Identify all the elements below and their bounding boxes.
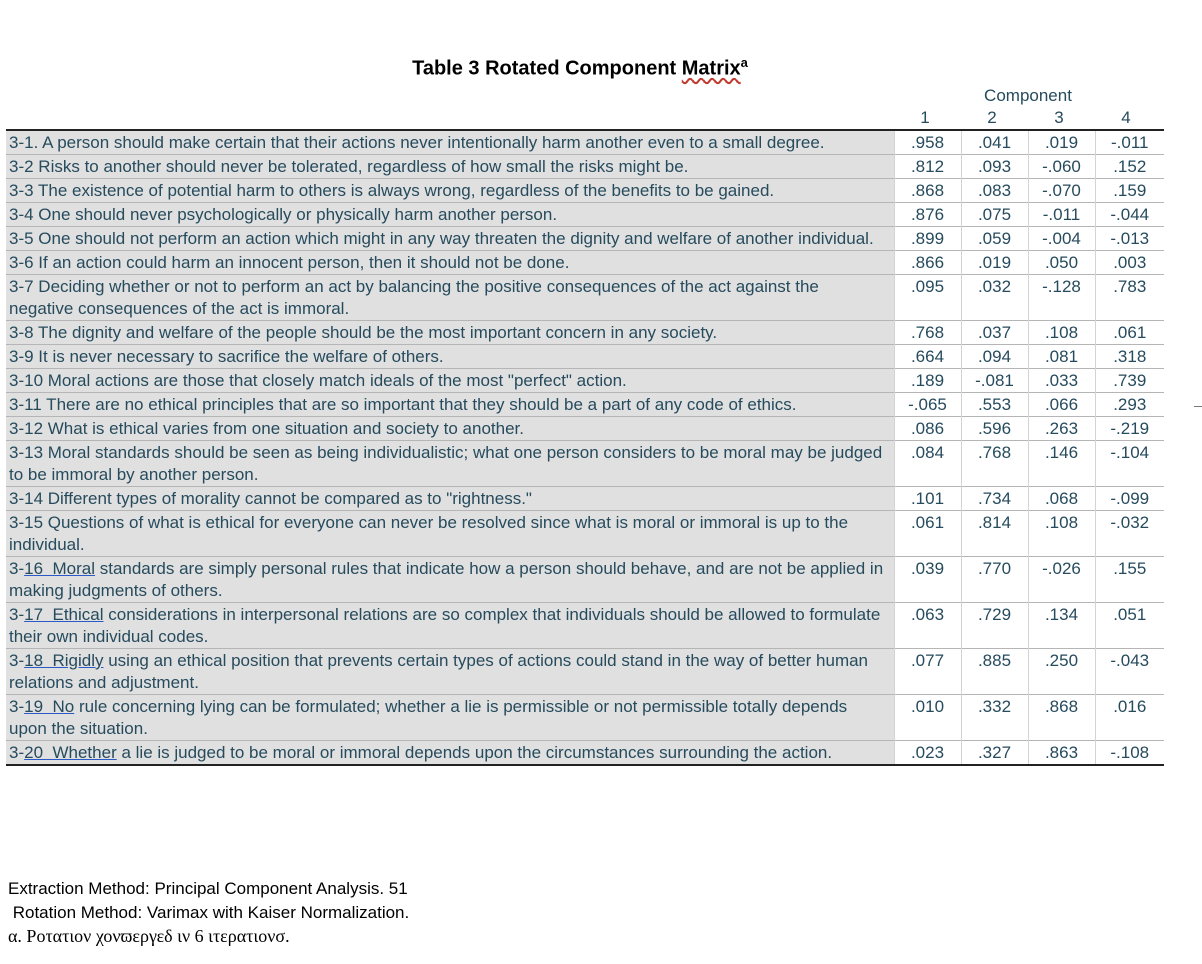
loading-component-2: -.081: [961, 369, 1028, 393]
loading-component-4: -.032: [1095, 511, 1164, 557]
item-text-prefix: 3-4 One should never psychologically or physically harm another person.: [9, 205, 558, 224]
item-text-underlined: 18 Rigidly: [24, 651, 104, 670]
item-text-prefix: 3-11 There are no ethical principles that are so important that they should be a part of any code of ethics.: [9, 395, 797, 414]
loading-component-3: .066: [1028, 393, 1095, 417]
item-statement: [6, 649, 894, 695]
loading-component-4: -.043: [1095, 649, 1164, 695]
table-title-superscript: a: [740, 55, 748, 70]
loading-component-3: -.070: [1028, 179, 1095, 203]
loading-component-2: .327: [961, 741, 1028, 766]
component-col-4-header: 4: [1121, 108, 1131, 127]
item-statement: [6, 321, 894, 345]
loading-component-2: .019: [961, 251, 1028, 275]
component-col-3-header: 3: [1054, 108, 1064, 127]
loading-component-2: .553: [961, 393, 1028, 417]
table-title: [0, 55, 1160, 81]
loading-component-1: .086: [894, 417, 961, 441]
loading-component-1: .189: [894, 369, 961, 393]
loading-component-4: .051: [1095, 603, 1164, 649]
loading-component-2: .083: [961, 179, 1028, 203]
loading-component-1: .876: [894, 203, 961, 227]
item-text-prefix: 3-: [9, 651, 25, 670]
table-row: [6, 393, 1164, 417]
item-statement: [6, 275, 894, 321]
loading-component-1: .077: [894, 649, 961, 695]
loading-component-1: .866: [894, 251, 961, 275]
table-row: [6, 369, 1164, 393]
component-col-2-header: 2: [987, 108, 997, 127]
loading-component-4: -.219: [1095, 417, 1164, 441]
loading-component-4: -.099: [1095, 487, 1164, 511]
loading-component-4: .155: [1095, 557, 1164, 603]
table-row: [6, 511, 1164, 557]
rotated-component-matrix: [6, 129, 1164, 766]
loading-component-3: .081: [1028, 345, 1095, 369]
footnote-rotation: Rotation Method: Varimax with Kaiser Normalization.: [8, 903, 410, 922]
loading-component-4: -.044: [1095, 203, 1164, 227]
loading-component-3: -.026: [1028, 557, 1095, 603]
loading-component-4: .783: [1095, 275, 1164, 321]
table-title-text: Table 3 Rotated Component: [412, 57, 682, 80]
item-text-rest: rule concerning lying can be formulated; whether a lie is permissible or not permissible totally depends upon the situation.: [9, 697, 848, 738]
item-statement: [6, 741, 894, 766]
loading-component-3: -.011: [1028, 203, 1095, 227]
item-text-underlined: 16 Moral: [24, 559, 95, 578]
loading-component-3: -.128: [1028, 275, 1095, 321]
item-text-prefix: 3-2 Risks to another should never be tolerated, regardless of how small the risks might be.: [9, 157, 689, 176]
loading-component-4: .152: [1095, 155, 1164, 179]
item-text-underlined: 17 Ethical: [24, 605, 104, 624]
item-statement: [6, 227, 894, 251]
table-row: [6, 487, 1164, 511]
loading-component-3: .863: [1028, 741, 1095, 766]
item-text-prefix: 3-10 Moral actions are those that closely match ideals of the most "perfect" action.: [9, 371, 627, 390]
loading-component-4: .739: [1095, 369, 1164, 393]
loading-component-1: -.065: [894, 393, 961, 417]
item-statement: [6, 393, 894, 417]
table-row: [6, 155, 1164, 179]
loading-component-2: .094: [961, 345, 1028, 369]
item-text-prefix: 3-8 The dignity and welfare of the people should be the most important concern in any society.: [9, 323, 718, 342]
loading-component-2: .768: [961, 441, 1028, 487]
item-text-underlined: 19 No: [24, 697, 75, 716]
loading-component-1: .084: [894, 441, 961, 487]
table-row: [6, 227, 1164, 251]
item-statement: [6, 345, 894, 369]
loading-component-2: .734: [961, 487, 1028, 511]
item-text-prefix: 3-: [9, 605, 25, 624]
item-statement: [6, 487, 894, 511]
table-row: [6, 441, 1164, 487]
loading-component-2: .059: [961, 227, 1028, 251]
table-row: [6, 179, 1164, 203]
loading-component-3: .019: [1028, 130, 1095, 155]
table-row: [6, 603, 1164, 649]
loading-component-1: .768: [894, 321, 961, 345]
loading-component-3: .250: [1028, 649, 1095, 695]
table-row: [6, 321, 1164, 345]
item-text-rest: considerations in interpersonal relations are so complex that individuals should be allowed to formulate their own individual codes.: [9, 605, 881, 646]
item-text-prefix: 3-3 The existence of potential harm to others is always wrong, regardless of the benefits to be gained.: [9, 181, 775, 200]
loading-component-2: .041: [961, 130, 1028, 155]
loading-component-3: .033: [1028, 369, 1095, 393]
loading-component-1: .958: [894, 130, 961, 155]
item-text-prefix: 3-12 What is ethical varies from one situation and society to another.: [9, 419, 524, 438]
item-text-prefix: 3-: [9, 743, 25, 762]
loading-component-2: .332: [961, 695, 1028, 741]
loading-component-2: .729: [961, 603, 1028, 649]
item-text-prefix: 3-6 If an action could harm an innocent person, then it should not be done.: [9, 253, 570, 272]
item-statement: [6, 179, 894, 203]
component-group-header: Component: [984, 86, 1072, 105]
loading-component-3: .050: [1028, 251, 1095, 275]
table-row: [6, 741, 1164, 766]
loading-component-1: .812: [894, 155, 961, 179]
item-text-prefix: 3-13 Moral standards should be seen as being individualistic; what one person considers to be moral may be judged to be immoral by another person.: [9, 443, 883, 484]
table-row: [6, 417, 1164, 441]
loading-component-1: .010: [894, 695, 961, 741]
loading-component-2: .596: [961, 417, 1028, 441]
item-statement: [6, 130, 894, 155]
component-col-1-header: 1: [920, 108, 930, 127]
item-statement: [6, 203, 894, 227]
loading-component-1: .039: [894, 557, 961, 603]
item-statement: [6, 695, 894, 741]
loading-component-4: -.013: [1095, 227, 1164, 251]
loading-component-4: .061: [1095, 321, 1164, 345]
loading-component-4: .159: [1095, 179, 1164, 203]
footnote-converged: α. Ροτατιον χονϖεργεδ ιν 6 ιτερατιονσ.: [8, 926, 290, 946]
loading-component-1: .899: [894, 227, 961, 251]
loading-component-2: .814: [961, 511, 1028, 557]
loading-component-3: -.060: [1028, 155, 1095, 179]
loading-component-4: .003: [1095, 251, 1164, 275]
loading-component-1: .664: [894, 345, 961, 369]
loading-component-1: .101: [894, 487, 961, 511]
item-statement: [6, 557, 894, 603]
item-statement: [6, 603, 894, 649]
item-statement: [6, 511, 894, 557]
loading-component-2: .093: [961, 155, 1028, 179]
loading-component-2: .037: [961, 321, 1028, 345]
loading-component-3: .263: [1028, 417, 1095, 441]
loading-component-3: .134: [1028, 603, 1095, 649]
item-text-rest: using an ethical position that prevents certain types of actions could stand in the way of better human relations and adjustment.: [9, 651, 869, 692]
item-text-prefix: 3-14 Different types of morality cannot be compared as to "rightness.": [9, 489, 532, 508]
loading-component-3: .108: [1028, 321, 1095, 345]
item-statement: [6, 251, 894, 275]
loading-component-3: .108: [1028, 511, 1095, 557]
table-row: [6, 345, 1164, 369]
loading-component-3: .868: [1028, 695, 1095, 741]
loading-component-4: .293: [1095, 393, 1164, 417]
item-text-prefix: 3-7 Deciding whether or not to perform an act by balancing the positive consequences of the act against the negative consequences of the act is immoral.: [9, 277, 819, 318]
table-row: [6, 557, 1164, 603]
loading-component-2: .885: [961, 649, 1028, 695]
item-text-prefix: 3-1. A person should make certain that their actions never intentionally harm another even to a small degree.: [9, 133, 825, 152]
loading-component-3: .068: [1028, 487, 1095, 511]
loading-component-4: .016: [1095, 695, 1164, 741]
loading-component-1: .095: [894, 275, 961, 321]
table-row: [6, 275, 1164, 321]
item-text-rest: a lie is judged to be moral or immoral depends upon the circumstances surrounding the action.: [116, 743, 833, 762]
item-statement: [6, 155, 894, 179]
item-text-rest: standards are simply personal rules that indicate how a person should behave, and are not be applied in making judgments of others.: [9, 559, 884, 600]
table-title-matrix-word: Matrix: [681, 57, 741, 80]
loading-component-1: .061: [894, 511, 961, 557]
table-row: [6, 649, 1164, 695]
table-row: [6, 203, 1164, 227]
item-text-prefix: 3-15 Questions of what is ethical for everyone can never be resolved since what is moral or immoral is up to the individual.: [9, 513, 849, 554]
loading-component-4: -.104: [1095, 441, 1164, 487]
loading-component-4: .318: [1095, 345, 1164, 369]
item-text-prefix: 3-: [9, 697, 25, 716]
item-text-underlined: 20 Whether: [24, 743, 117, 762]
item-text-prefix: 3-: [9, 559, 25, 578]
table-row: [6, 251, 1164, 275]
loading-component-2: .075: [961, 203, 1028, 227]
loading-component-2: .770: [961, 557, 1028, 603]
table-row: [6, 130, 1164, 155]
loading-component-4: -.011: [1095, 130, 1164, 155]
item-statement: [6, 369, 894, 393]
footnote-extraction: Extraction Method: Principal Component Analysis. 51: [8, 879, 408, 898]
item-text-prefix: 3-9 It is never necessary to sacrifice the welfare of others.: [9, 347, 444, 366]
loading-component-1: .023: [894, 741, 961, 766]
margin-tick-mark: [1194, 406, 1202, 407]
loading-component-1: .868: [894, 179, 961, 203]
loading-component-3: -.004: [1028, 227, 1095, 251]
item-text-prefix: 3-5 One should not perform an action which might in any way threaten the dignity and welfare of another individual.: [9, 229, 874, 248]
table-row: [6, 695, 1164, 741]
loading-component-4: -.108: [1095, 741, 1164, 766]
item-statement: [6, 417, 894, 441]
loading-component-3: .146: [1028, 441, 1095, 487]
loading-component-1: .063: [894, 603, 961, 649]
item-statement: [6, 441, 894, 487]
loading-component-2: .032: [961, 275, 1028, 321]
